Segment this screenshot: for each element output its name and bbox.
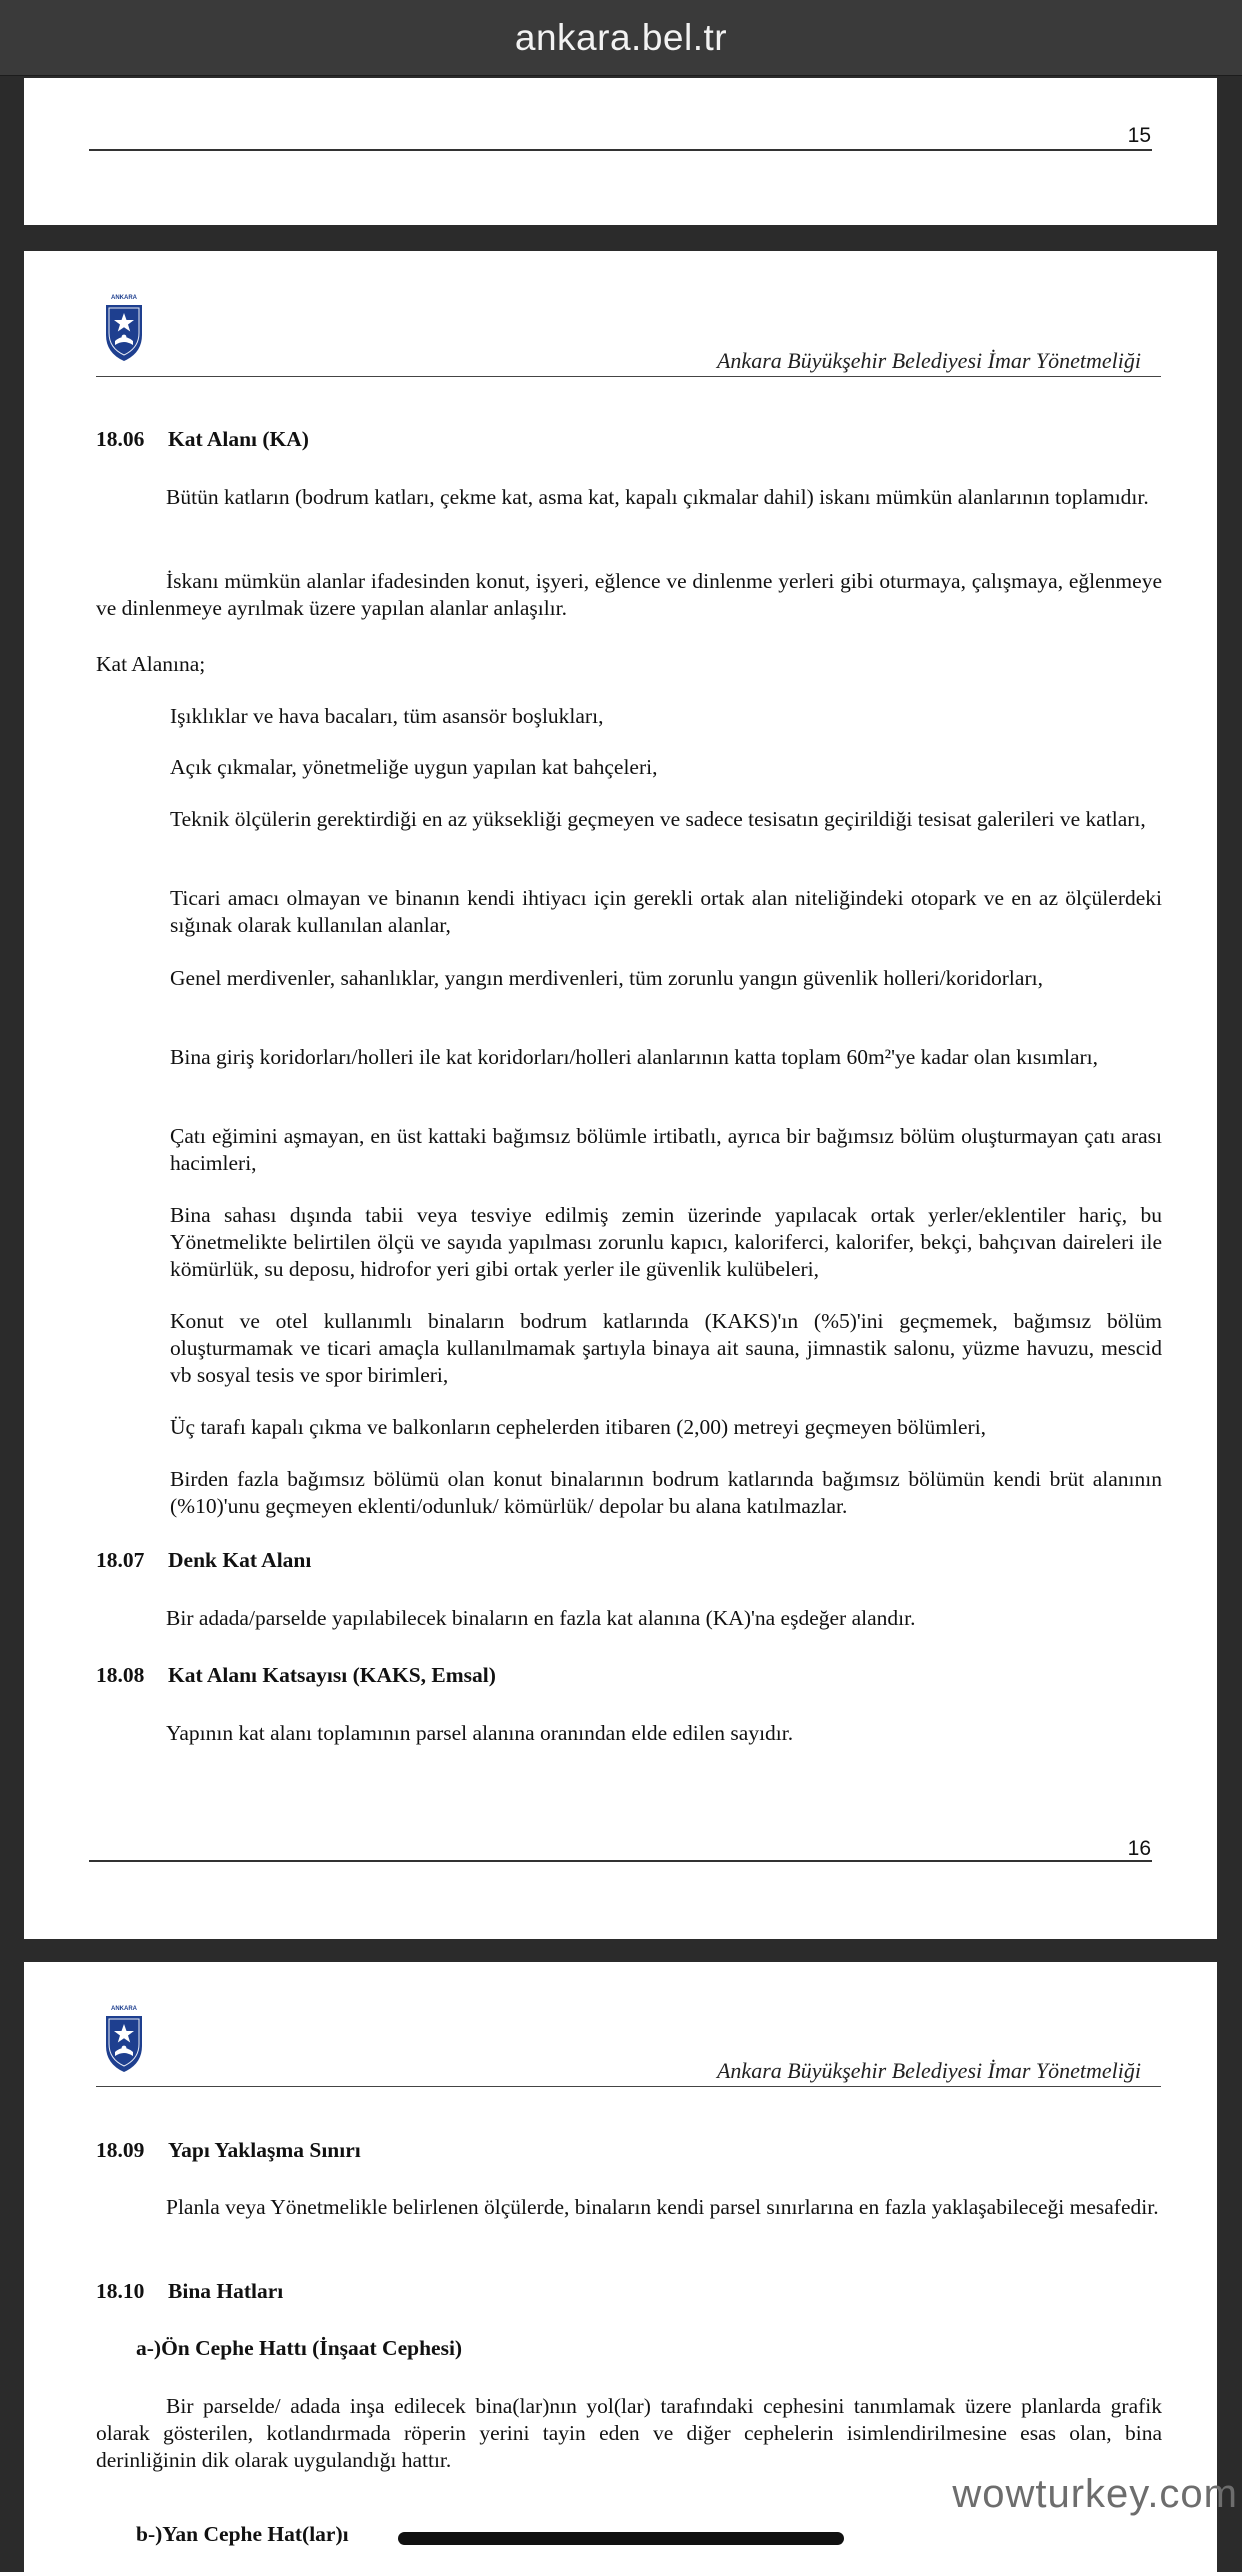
paragraph: Bir parselde/ adada inşa edilecek bina(lar)nın yol(lar) tarafındaki cephesini tanımlamak üzere planlarda grafik olarak gösterilen, kotlandırmada röperin yerini tayin eden ve diğer cephelerin isimlendirilmesine esas olan, bina derinliğinin dik olarak uygulandığı hattır.	[96, 2394, 1162, 2472]
list-item: Açık çıkmalar, yönetmeliğe uygun yapılan kat bahçeleri,	[170, 755, 658, 779]
section-heading-18-08: 18.08 Kat Alanı Katsayısı (KAKS, Emsal)	[96, 1663, 496, 1687]
list-item: Çatı eğimini aşmayan, en üst kattaki bağımsız bölümle irtibatlı, ayrıca bir bağımsız bölüm oluşturmayan çatı arası hacimleri,	[170, 1124, 1162, 1175]
url-text: ankara.bel.tr	[514, 16, 728, 58]
paragraph: İskanı mümkün alanlar ifadesinden konut, işyeri, eğlence ve dinlenme yerleri gibi oturmaya, çalışmaya, eğlenmeye ve dinlenmeye ayrılmak üzere yapılan alanlar anlaşılır.	[96, 569, 1162, 620]
home-indicator[interactable]	[398, 2532, 844, 2545]
list-intro: Kat Alanına;	[96, 652, 206, 676]
list-item: Ticari amacı olmayan ve binanın kendi ihtiyacı için gerekli ortak alan niteliğindeki otopark ve en az ölçülerdeki sığınak olarak kullanılan alanlar,	[170, 886, 1162, 937]
footer-rule	[89, 149, 1152, 151]
list-item: Konut ve otel kullanımlı binaların bodrum katlarında (KAKS)'ın (%5)'ini geçmemek, bağımsız bölüm oluşturmamak ve ticari amaçla kullanılmamak şartıyla binaya ait sauna, jimnastik salonu, yüzme havuzu, mescid vb sosyal tesis ve spor birimleri,	[170, 1309, 1162, 1387]
paragraph: Bir adada/parselde yapılabilecek binaların en fazla kat alanına (KA)'na eşdeğer alandır.	[166, 1606, 916, 1630]
header-rule	[96, 376, 1161, 377]
section-heading-18-10: 18.10 Bina Hatları	[96, 2279, 284, 2303]
running-header: Ankara Büyükşehir Belediyesi İmar Yönetmeliği	[716, 2058, 1141, 2083]
subheading-a: a-)Ön Cephe Hattı (İnşaat Cephesi)	[136, 2336, 463, 2360]
paragraph: Yapının kat alanı toplamının parsel alanına oranından elde edilen sayıdır.	[166, 1721, 794, 1745]
footer-rule	[89, 1860, 1152, 1862]
running-header: Ankara Büyükşehir Belediyesi İmar Yönetmeliği	[716, 348, 1141, 373]
ankara-logo-icon: ANKARA	[103, 2006, 145, 2076]
subheading-b: b-)Yan Cephe Hat(lar)ı	[136, 2522, 349, 2546]
list-item: Bina sahası dışında tabii veya tesviye edilmiş zemin üzerinde yapılacak ortak yerler/eklentiler hariç, bu Yönetmelikte belirtilen ölçü ve sayıda yapılması zorunlu kapıcı, kaloriferci, kalorifer, bekçi, bahçıvan daireleri ile kömürlük, su deposu, hidrofor yeri gibi ortak yerler ile güvenlik kulübeleri,	[170, 1203, 1162, 1281]
section-heading-18-06: 18.06 Kat Alanı (KA)	[96, 427, 309, 451]
document-page-16	[24, 251, 1217, 1939]
section-heading-18-07: 18.07 Denk Kat Alanı	[96, 1548, 312, 1572]
header-rule	[96, 2086, 1161, 2087]
list-item: Genel merdivenler, sahanlıklar, yangın merdivenleri, tüm zorunlu yangın güvenlik holleri/koridorları,	[170, 966, 1043, 990]
page-number: 16	[1127, 1837, 1151, 1860]
list-item: Birden fazla bağımsız bölümü olan konut binalarının bodrum katlarında bağımsız bölümün kendi brüt alanının (%10)'unu geçmeyen eklenti/odunluk/ kömürlük/ depolar bu alana katılmazlar.	[170, 1467, 1162, 1518]
list-item: Teknik ölçülerin gerektirdiği en az yüksekliği geçmeyen ve sadece tesisatın geçirildiği tesisat galerileri ve katları,	[170, 807, 1146, 831]
watermark-text: wowturkey.com	[952, 2472, 1238, 2516]
list-item: Işıklıklar ve hava bacaları, tüm asansör boşlukları,	[170, 704, 604, 728]
section-heading-18-09: 18.09 Yapı Yaklaşma Sınırı	[96, 2138, 361, 2162]
page-number: 15	[1127, 124, 1151, 147]
list-item: Üç tarafı kapalı çıkma ve balkonların cephelerden itibaren (2,00) metreyi geçmeyen bölümleri,	[170, 1415, 987, 1439]
paragraph: Bütün katların (bodrum katları, çekme kat, asma kat, kapalı çıkmalar dahil) iskanı mümkün alanlarının toplamıdır.	[166, 485, 1149, 509]
paragraph: Planla veya Yönetmelikle belirlenen ölçülerde, binaların kendi parsel sınırlarına en fazla yaklaşabileceği mesafedir.	[166, 2195, 1159, 2219]
document-page-15	[24, 78, 1217, 225]
ankara-logo-icon: ANKARA	[103, 295, 145, 365]
browser-address-bar[interactable]	[0, 0, 1242, 76]
list-item: Bina giriş koridorları/holleri ile kat koridorları/holleri alanlarının katta toplam 60m²'ye kadar olan kısımları,	[170, 1045, 1098, 1069]
